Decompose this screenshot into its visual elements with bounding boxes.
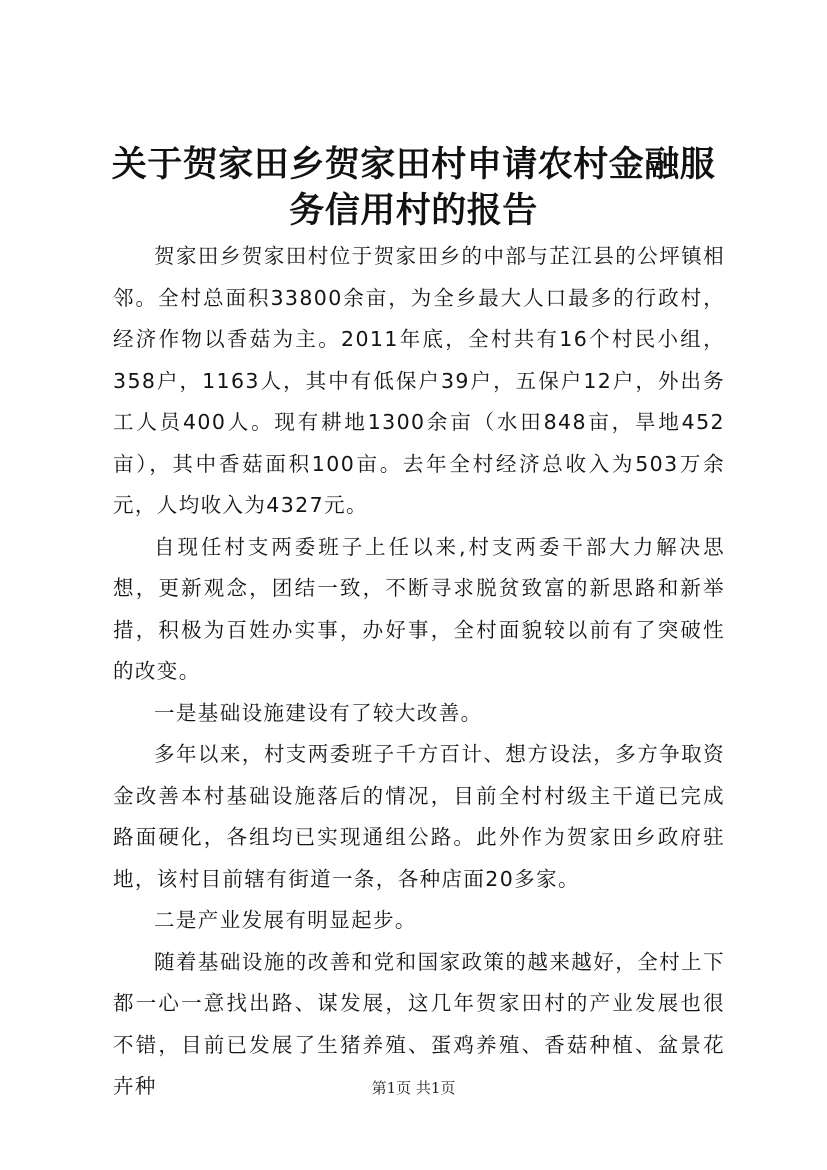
heading-infrastructure: 一是基础设施建设有了较大改善。	[154, 700, 483, 725]
paragraph-infrastructure: 多年以来，村支两委班子千方百计、想方设法，多方争取资金改善本村基础设施落后的情况，目前全村村级主干道已完成路面硬化，各组均已实现通组公路。此外作为贺家田乡政府驻地，该村目前辖有街道一条，各种店面20多家。	[113, 742, 725, 891]
heading-industry: 二是产业发展有明显起步。	[154, 908, 417, 932]
paragraph-industry: 随着基础设施的改善和党和国家政策的越来越好，全村上下都一心一意找出路、谋发展，这几年贺家田村的产业发展也很不错，目前已发展了生猪养殖、蛋鸡养殖、香菇种植、盆景花卉种	[113, 949, 725, 1098]
paragraph-leadership-changes: 自现任村支两委班子上任以来,村支两委干部大力解决思想，更新观念，团结一致，不断寻求脱贫致富的新思路和新举措，积极为百姓办实事，办好事，全村面貌较以前有了突破性的改变。	[113, 534, 725, 683]
document-body	[113, 236, 725, 1108]
document-title: 关于贺家田乡贺家田村申请农村金融服务信用村的报告	[111, 144, 716, 231]
paragraph-village-overview: 贺家田乡贺家田村位于贺家田乡的中部与芷江县的公坪镇相邻。全村总面积33800余亩，为全乡最大人口最多的行政村，经济作物以香菇为主。2011年底，全村共有16个村民小组，358户，1163人，其中有低保户39户，五保户12户，外出务工人员400人。现有耕地1300余亩（水田848亩，旱地452亩），其中香菇面积100亩。去年全村经济总收入为503万余元，人均收入为4327元。	[113, 244, 725, 517]
page-footer: 第1页 共1页	[371, 1079, 456, 1097]
